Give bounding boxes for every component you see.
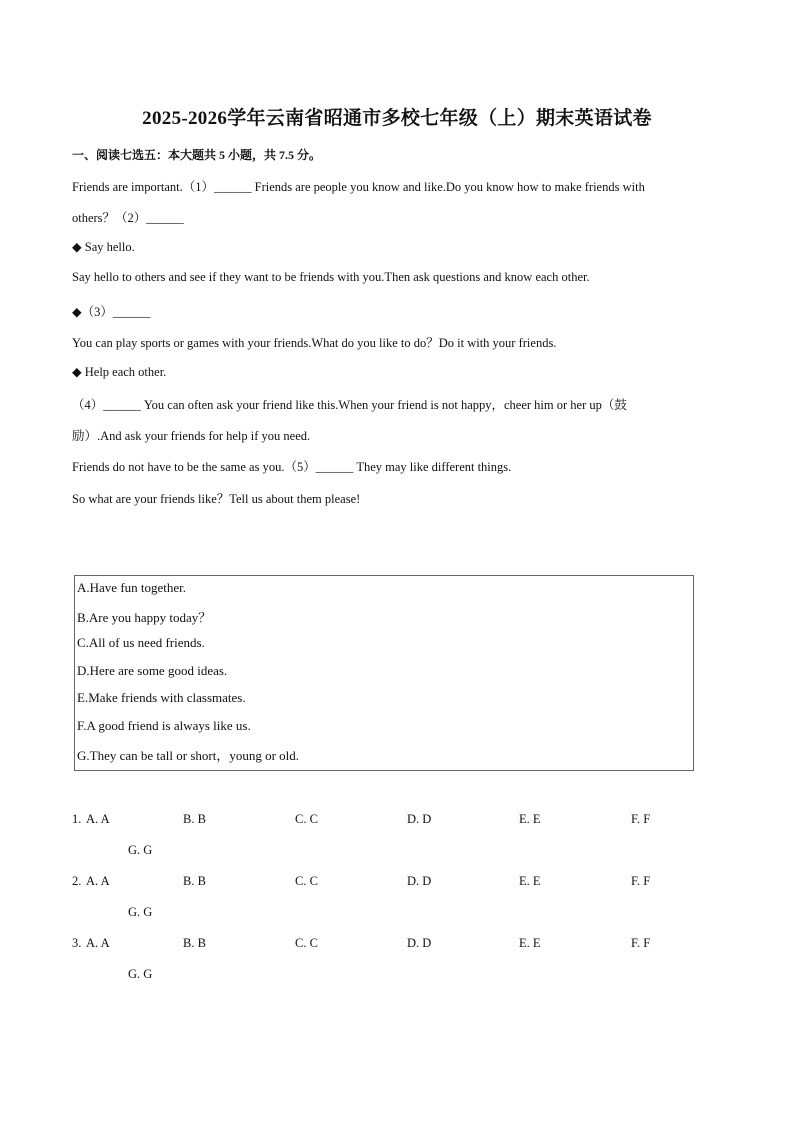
choice-a[interactable]: A. A [86,812,110,826]
choice-e[interactable]: E. E [519,874,541,888]
choice-d[interactable]: D. D [407,936,432,950]
passage-line: ◆（3）______ [72,305,151,319]
choice-c[interactable]: C. C [295,812,318,826]
choice-g[interactable]: G. G [128,843,153,857]
choice-e[interactable]: E. E [519,812,541,826]
options-box [74,575,694,771]
choice-f[interactable]: F. F [631,936,651,950]
option-e: E.Make friends with classmates. [77,690,246,705]
page-title: 2025-2026学年云南省昭通市多校七年级（上）期末英语试卷 [142,108,652,129]
passage-line: Friends are important.（1）______ Friends are people you know and like.Do you know how to make friends with [72,180,645,194]
question-number: 2. [72,874,82,888]
choice-g[interactable]: G. G [128,905,153,919]
choice-b[interactable]: B. B [183,812,206,826]
choice-c[interactable]: C. C [295,936,318,950]
choice-g[interactable]: G. G [128,967,153,981]
question-number: 1. [72,812,82,826]
passage-line: So what are your friends like？Tell us about them please! [72,492,361,506]
choice-f[interactable]: F. F [631,812,651,826]
option-g: G.They can be tall or short，young or old. [77,748,300,763]
choice-a[interactable]: A. A [86,936,110,950]
section-heading: 一、阅读七选五：本大题共 5 小题，共 7.5 分。 [72,148,322,162]
choice-d[interactable]: D. D [407,812,432,826]
option-a: A.Have fun together. [77,580,187,595]
option-b: B.Are you happy today？ [77,610,212,625]
choice-d[interactable]: D. D [407,874,432,888]
passage-line: You can play sports or games with your friends.What do you like to do？Do it with your friends. [72,336,557,350]
passage-line: 励）.And ask your friends for help if you need. [72,429,311,443]
passage-line: others？（2）______ [72,211,184,225]
passage-line: ◆ Say hello. [72,240,135,254]
option-c: C.All of us need friends. [77,635,205,650]
option-f: F.A good friend is always like us. [77,718,251,733]
passage-line: Say hello to others and see if they want to be friends with you.Then ask questions and know each other. [72,270,590,284]
choice-c[interactable]: C. C [295,874,318,888]
choice-b[interactable]: B. B [183,936,206,950]
passage-line: Friends do not have to be the same as you.（5）______ They may like different things. [72,460,512,474]
question-number: 3. [72,936,82,950]
choice-f[interactable]: F. F [631,874,651,888]
passage-line: （4）______ You can often ask your friend like this.When your friend is not happy，cheer him or her up（鼓 [72,398,627,412]
choice-b[interactable]: B. B [183,874,206,888]
choice-e[interactable]: E. E [519,936,541,950]
option-d: D.Here are some good ideas. [77,663,228,678]
choice-a[interactable]: A. A [86,874,110,888]
passage-line: ◆ Help each other. [72,365,167,379]
